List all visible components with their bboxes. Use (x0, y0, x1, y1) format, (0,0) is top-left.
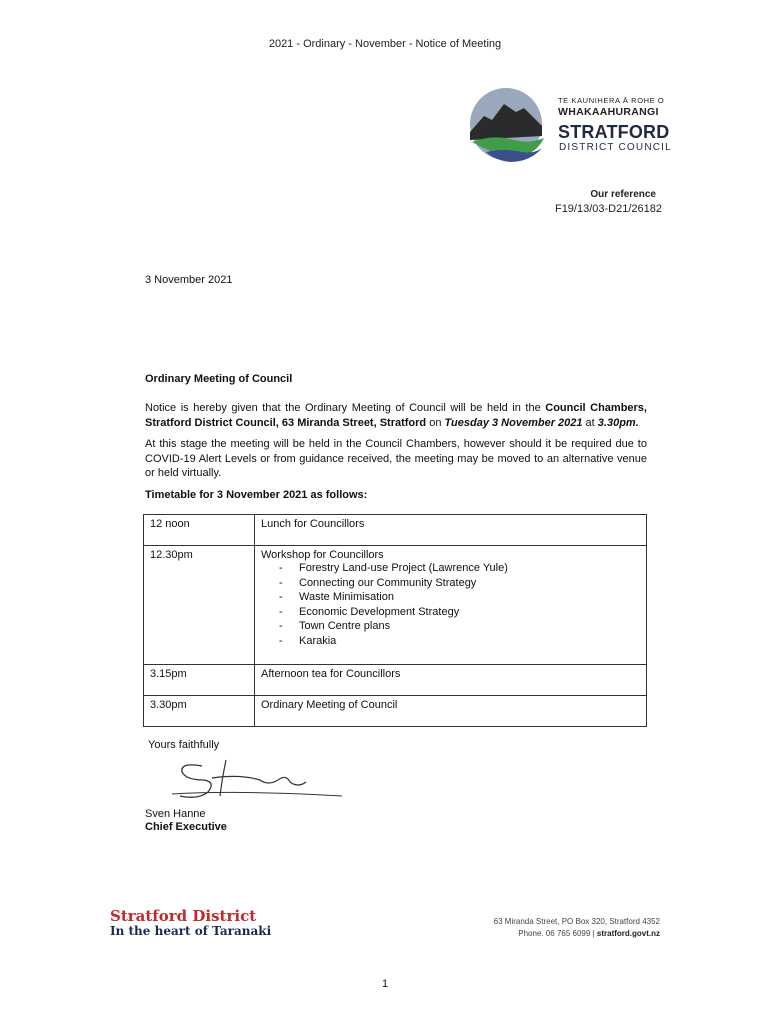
list-item-text: Waste Minimisation (299, 591, 394, 603)
timetable-activity: Lunch for Councillors (255, 515, 647, 546)
list-item-text: Town Centre plans (299, 620, 391, 632)
logo-maori-line: TE KAUNIHERA Ā ROHE O (558, 96, 665, 105)
logo-stratford: STRATFORD (558, 122, 670, 142)
notice-text-1: Notice is hereby given that the Ordinary Meeting of Council will be held in the (145, 402, 546, 414)
list-item (279, 605, 640, 620)
list-item-text: Forestry Land-use Project (Lawrence Yule) (299, 562, 508, 574)
timetable-time: 3.30pm (144, 696, 255, 727)
timetable-activity: Ordinary Meeting of Council (255, 696, 647, 727)
table-row (144, 696, 647, 727)
reference-label: Our reference (590, 189, 656, 200)
letter-heading: Ordinary Meeting of Council (145, 373, 293, 385)
footer-brand (110, 908, 271, 939)
council-logo-emblem-icon (464, 86, 552, 164)
signer-name: Sven Hanne (145, 808, 206, 820)
letter-date: 3 November 2021 (145, 274, 233, 286)
document-header-title: 2021 - Ordinary - November - Notice of Meeting (268, 38, 502, 50)
footer-address: 63 Miranda Street, PO Box 320, Stratford 4352 (493, 917, 660, 926)
notice-date: Tuesday 3 November 2021 (444, 416, 583, 429)
timetable-activity: Afternoon tea for Councillors (255, 665, 647, 696)
footer-phone: Phone. 06 765 6099 (518, 929, 591, 938)
page-number: 1 (381, 978, 389, 990)
timetable-table (143, 514, 647, 727)
reference-value: F19/13/03-D21/26182 (554, 203, 662, 215)
closing-salutation: Yours faithfully (148, 739, 220, 751)
list-bullet: - (279, 605, 283, 618)
signer-title: Chief Executive (145, 821, 227, 833)
list-item (279, 561, 640, 576)
notice-text-2: on (426, 416, 445, 429)
list-item-text: Economic Development Strategy (299, 605, 460, 618)
footer-brand-tagline: In the heart of Taranaki (110, 924, 272, 938)
list-item-text: Karakia (299, 634, 337, 647)
notice-paragraph (145, 401, 647, 430)
workshop-items-list (261, 561, 640, 648)
list-item (279, 619, 640, 634)
table-row (144, 665, 647, 696)
list-bullet: - (279, 576, 283, 589)
list-bullet: - (279, 620, 283, 632)
covid-paragraph: At this stage the meeting will be held in the Council Chambers, however should it be required due to COVID-19 Alert Levels or from guidance received, the meeting may be moved to an alternative venue or held virtually. (145, 438, 647, 479)
list-bullet: - (279, 562, 283, 574)
notice-time: 3.30pm. (597, 416, 639, 429)
logo-whakaahurangi: WHAKAAHURANGI (558, 106, 659, 118)
table-row (144, 546, 647, 665)
timetable-heading: Timetable for 3 November 2021 as follows: (145, 489, 368, 501)
list-item (279, 634, 640, 649)
list-item (279, 590, 640, 605)
list-item-text: Connecting our Community Strategy (299, 576, 477, 589)
timetable-time: 12 noon (144, 515, 255, 546)
notice-venue: Council Chambers, Stratford District Council, 63 Miranda Street, Stratford (145, 402, 647, 429)
list-bullet: - (279, 634, 283, 647)
footer-separator: | (592, 929, 595, 938)
table-row (144, 515, 647, 546)
footer-website-link[interactable]: stratford.govt.nz (596, 929, 660, 938)
council-logo (464, 86, 694, 164)
footer-contact (480, 916, 660, 940)
footer-phone-web (480, 928, 660, 940)
notice-text-3: at (582, 416, 598, 429)
timetable-activity-cell (255, 546, 647, 665)
logo-district-council: DISTRICT COUNCIL (559, 142, 672, 153)
signature-icon (170, 756, 345, 802)
list-item (279, 576, 640, 591)
timetable-time: 12.30pm (144, 546, 255, 665)
footer-brand-name: Stratford District (110, 907, 257, 925)
timetable-time: 3.15pm (144, 665, 255, 696)
timetable-activity: Workshop for Councillors (261, 549, 384, 561)
list-bullet: - (279, 591, 283, 603)
